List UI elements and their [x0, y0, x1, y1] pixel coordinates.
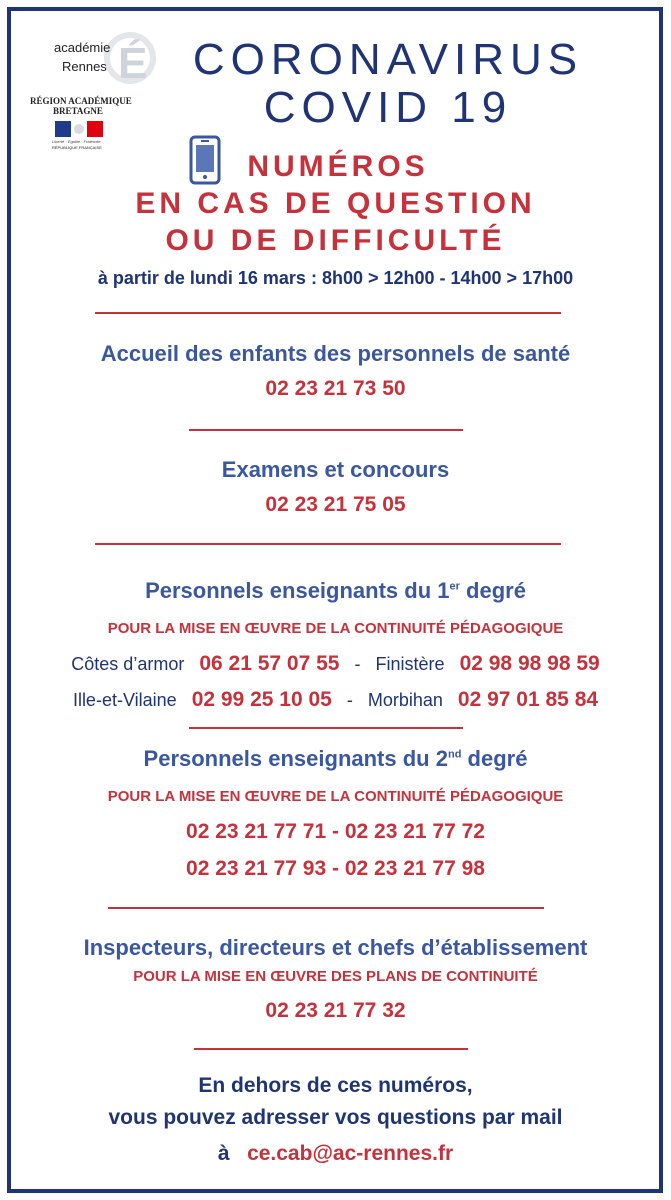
title-text-end: degré: [461, 746, 528, 771]
section-second-degre-subtitle: POUR LA MISE EN ŒUVRE DE LA CONTINUITÉ PÉDAGOGIQUE: [107, 788, 564, 805]
heading-en-cas-de-question: EN CAS DE QUESTION: [135, 187, 536, 220]
academie-logo-mark: [52, 18, 157, 93]
section-premier-degre-subtitle: POUR LA MISE EN ŒUVRE DE LA CONTINUITÉ PÉDAGOGIQUE: [107, 620, 564, 637]
region-line2: BRETAGNE: [53, 106, 103, 116]
title-covid: COVID 19: [263, 83, 513, 132]
region-cotes-armor: Côtes d’armor: [71, 654, 185, 674]
region-ille-et-vilaine: Ille-et-Vilaine: [72, 690, 177, 710]
marianne-flag: [55, 121, 103, 137]
region-morbihan: Morbihan: [367, 690, 443, 710]
divider: [189, 727, 463, 729]
section-examens-phone[interactable]: 02 23 21 75 05: [265, 493, 406, 516]
title-text: Personnels enseignants du 2: [143, 746, 448, 771]
divider: [95, 543, 561, 545]
section-inspecteurs-phone[interactable]: 02 23 21 77 32: [265, 999, 406, 1022]
separator: -: [332, 857, 339, 880]
section-examens-title: Examens et concours: [221, 457, 450, 482]
academie-logo: [52, 18, 157, 93]
region-row-1: [0, 652, 671, 676]
academie-label: académie: [54, 40, 111, 55]
contact-email-link[interactable]: ce.cab@ac-rennes.fr: [247, 1142, 454, 1165]
footer-line-2: vous pouvez adresser vos questions par mail: [108, 1106, 563, 1129]
divider: [194, 1048, 468, 1050]
footer-email-line: [0, 1142, 671, 1166]
section-inspecteurs-title: Inspecteurs, directeurs et chefs d’établissement: [83, 935, 588, 960]
second-degre-phone-1[interactable]: 02 23 21 77 71: [186, 820, 327, 843]
smartphone-icon: [189, 135, 221, 185]
divider: [108, 907, 544, 909]
section-accueil-title: Accueil des enfants des personnels de santé: [100, 341, 571, 366]
section-inspecteurs-subtitle: POUR LA MISE EN ŒUVRE DES PLANS DE CONTINUITÉ: [133, 968, 538, 985]
rennes-label: Rennes: [62, 59, 107, 74]
phone-finistere[interactable]: 02 98 98 98 59: [459, 652, 600, 675]
section-second-degre-title: [0, 746, 671, 772]
divider: [95, 312, 561, 314]
second-degre-phone-2[interactable]: 02 23 21 77 72: [344, 820, 485, 843]
second-degre-phone-3[interactable]: 02 23 21 77 93: [186, 857, 327, 880]
footer-prefix: à: [217, 1142, 230, 1165]
republique-francaise: RÉPUBLIQUE FRANÇAISE: [52, 145, 102, 150]
phone-morbihan[interactable]: 02 97 01 85 84: [457, 688, 599, 711]
region-finistere: Finistère: [375, 654, 445, 674]
title-text-end: degré: [459, 578, 526, 603]
logo-letter: É: [118, 39, 148, 88]
heading-numeros: NUMÉROS: [247, 150, 429, 183]
section-accueil-phone[interactable]: 02 23 21 73 50: [265, 377, 406, 400]
heading-ou-de-difficulte: OU DE DIFFICULTÉ: [165, 224, 506, 257]
phone-ille-et-vilaine[interactable]: 02 99 25 10 05: [191, 688, 332, 711]
opening-hours: à partir de lundi 16 mars : 8h00 > 12h00 - 14h00 > 17h00: [97, 268, 574, 288]
section-premier-degre-title: [0, 578, 671, 604]
separator: -: [346, 690, 353, 710]
second-degre-phones-row-1: [0, 820, 671, 844]
marianne-motto: Liberté · Égalité · Fraternité: [52, 139, 101, 144]
title-sup: er: [449, 580, 460, 593]
title-coronavirus: CORONAVIRUS: [192, 35, 584, 84]
divider: [189, 429, 463, 431]
title-text: Personnels enseignants du 1: [145, 578, 450, 603]
footer-line-1: En dehors de ces numéros,: [198, 1074, 473, 1097]
second-degre-phones-row-2: [0, 857, 671, 881]
separator: -: [332, 820, 339, 843]
region-line1: RÉGION ACADÉMIQUE: [30, 96, 132, 106]
phone-cotes-armor[interactable]: 06 21 57 07 55: [199, 652, 340, 675]
region-row-2: [0, 688, 671, 712]
separator: -: [354, 654, 361, 674]
second-degre-phone-4[interactable]: 02 23 21 77 98: [344, 857, 485, 880]
title-sup: nd: [447, 748, 462, 761]
